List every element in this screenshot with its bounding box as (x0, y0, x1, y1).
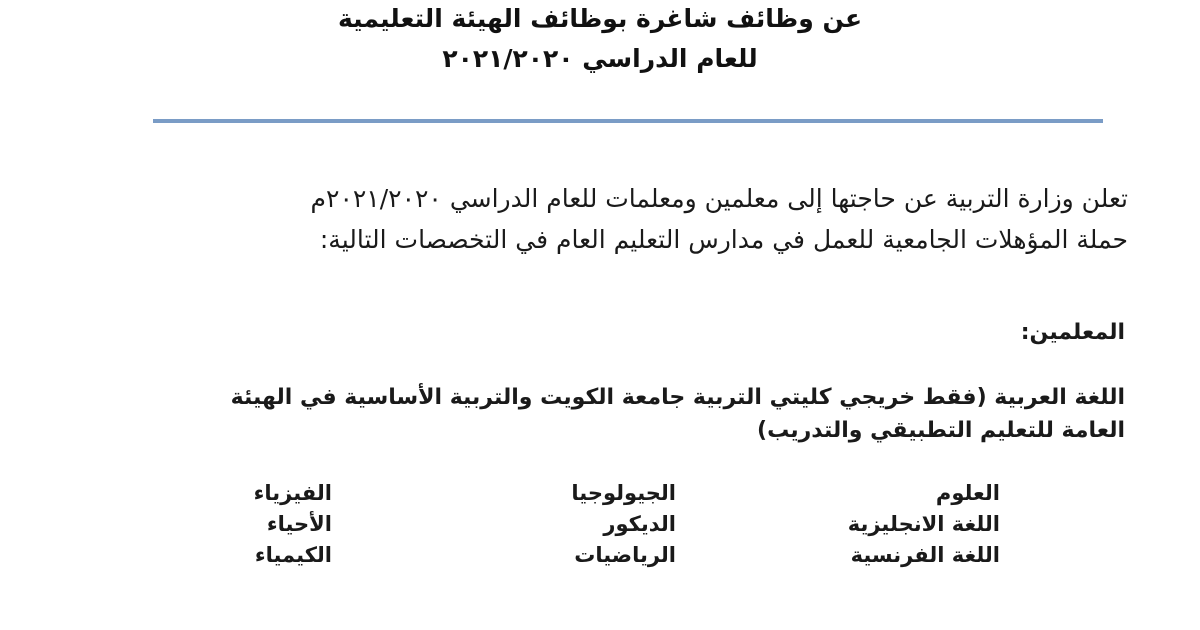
arabic-note-line-2: العامة للتعليم التطبيقي والتدريب) (757, 418, 1125, 443)
subjects-column-2 (571, 478, 676, 571)
subject-item: الكيمياء (254, 543, 332, 567)
subject-item: الفيزياء (253, 481, 332, 505)
intro-line-2: حملة المؤهلات الجامعية للعمل في مدارس التعليم العام في التخصصات التالية: (319, 225, 1128, 254)
announcement-title-line-1: عن وظائف شاغرة بوظائف الهيئة التعليمية (337, 4, 863, 33)
subject-item: الديكور (603, 512, 676, 536)
subject-item: العلوم (935, 481, 1000, 505)
subjects-column-3 (254, 478, 332, 571)
intro-line-1: تعلن وزارة التربية عن حاجتها إلى معلمين ومعلمات للعام الدراسي ٢٠٢١/٢٠٢٠م (310, 184, 1128, 213)
subject-item: الرياضيات (574, 543, 676, 567)
teachers-heading: المعلمين: (1020, 320, 1125, 345)
announcement-title-line-2: للعام الدراسي ٢٠٢١/٢٠٢٠ (442, 44, 758, 73)
arabic-note-line-1: اللغة العربية (فقط خريجي كليتي التربية جامعة الكويت والتربية الأساسية في الهيئة (230, 385, 1125, 410)
subject-item: اللغة الانجليزية (847, 512, 1000, 536)
subject-item: الجيولوجيا (571, 481, 676, 505)
header-divider (153, 119, 1103, 123)
subject-item: اللغة الفرنسية (850, 543, 1000, 567)
subjects-column-1 (848, 478, 1000, 571)
subject-item: الأحياء (266, 512, 332, 536)
